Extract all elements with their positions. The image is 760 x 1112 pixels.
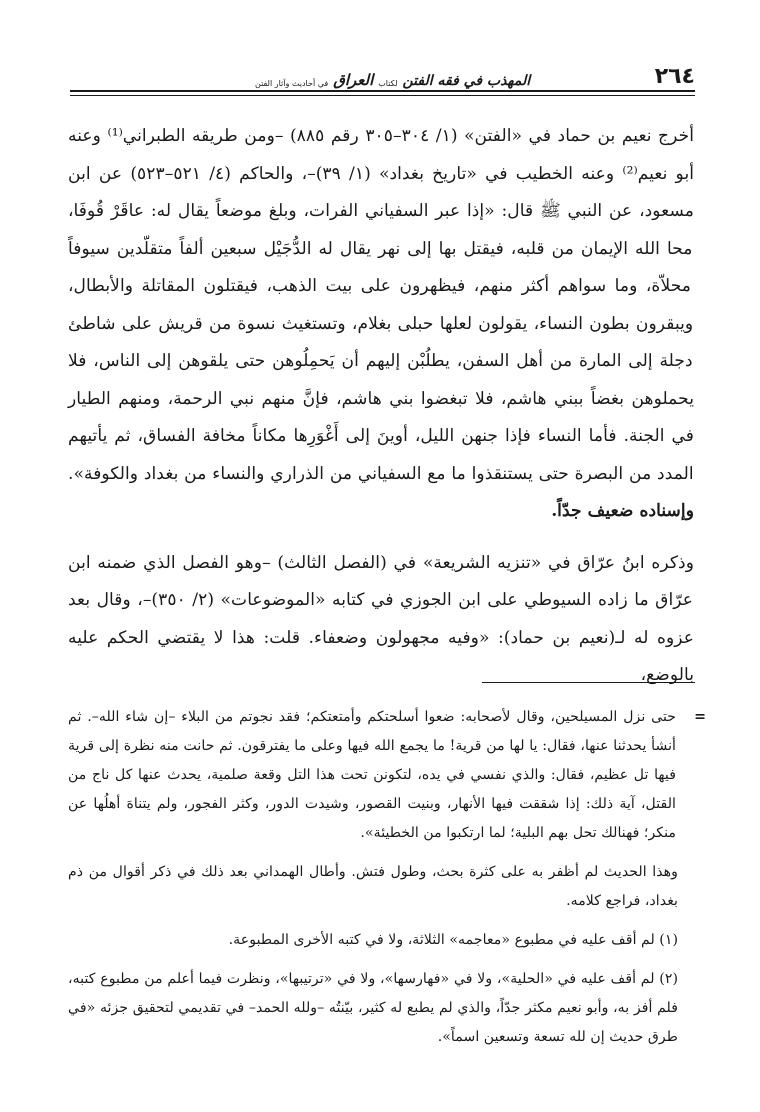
text-line: ويبقرون بطون النساء، يقولون لعلها حبلى بغلام، وتستغيث نسوة من قريش على شاطئ: [68, 313, 694, 334]
text-line: وعنه أبو نعيم⁽²⁾ وعنه الخطيب في «تاريخ بغداد» (١/ ٣٩)–، والحاكم (٤/ ٥٢١–٥٢٣): [68, 126, 694, 184]
text-line: دجلة إلى المارة من أهل السفن، يطلُبْن إليهم أن يَحمِلُوهن حتى يلقوهن إلى الناس، فلا: [68, 351, 693, 371]
text-line: محلاّة، وما سواهم أكثر منهم، فيظهرون على بيت الذهب، فيقتلون المقاتلة والأبطال،: [68, 276, 691, 296]
footnote-line: ثم أنشأ يحدثنا عنها، فقال: يا لها من قرية! ما يجمع الله فيها وعلى ما يفترقون. ثم حانت منه نظرة إلى قرية فيها: [68, 709, 676, 783]
text-line: قُوفَا، محا الله الإيمان من قلبه، فيقتل بها إلى نهر يقال له الدُّجَيْل سبعين ألفاً متقلّدين سيوفاً: [68, 201, 693, 259]
page-number: ٢٦٤: [654, 64, 695, 89]
running-head: [255, 73, 530, 88]
running-title-small: لكتاب: [378, 79, 398, 88]
text-line: وذكره ابنُ عرّاق في «تنزيه الشريعة» في (الفصل الثالث) –وهو الفصل الذي ضمنه: [90, 552, 694, 573]
footnote-line: كتبه، فلم أفز به، وأبو نعيم مكثر جدّاً، والذي لم يطبع له كثير، بيّنتُه –ولله الحمد– في تقديمي لتحقيق جزئه: [68, 971, 678, 1016]
text-line: ابن عرّاق ما زاده السيوطي على ابن الجوزي في كتابه «الموضوعات» (٢/ ٣٥٠)–، وقال بعد: [68, 552, 693, 610]
footnote-separator: [482, 682, 695, 683]
header-rule-thick: [70, 90, 695, 92]
footnote-2: [68, 965, 702, 1052]
text-line: أخرج نعيم بن حماد في «الفتن» (١/ ٣٠٤–٣٠٥ رقم ٨٨٥) –ومن طريقه الطبراني⁽¹⁾: [100, 126, 694, 146]
text-line: يحملوهن بغضاً ببني هاشم، فلا تبغضوا بني هاشم، فإنَّ منهم نبي الرحمة، ومنهم الطيار في: [68, 388, 694, 446]
footnote-line: ذم بغداد، فراجع كلامه.: [68, 864, 678, 909]
header-rule-thin: [70, 95, 695, 96]
footnote-search-remark: [68, 858, 702, 916]
grading-verdict: وإسناده ضعيف جدّاً.: [551, 501, 694, 521]
footnote-1: (١) لم أقف عليه في مطبوع «معاجمه» الثلاثة، ولا في كتبه الأخرى المطبوعة.: [228, 932, 678, 948]
continuation-mark: =: [694, 709, 706, 725]
text-line: عزوه له لـ(نعيم بن حماد): «وفيه مجهولون وضعفاء. قلت: هذا لا يقتضي الحكم عليه بالوضع،: [68, 627, 694, 685]
text-line: البصرة حتى يستنقذوا ما مع السفياني من الذراري والنساء من بغداد والكوفة».: [68, 463, 624, 484]
footnote-line: (٢) لم أقف عليه في «الحلية»، ولا في «فهارسها»، ولا في «ترتيبها»، ونظرت فيما أعلم من مطبوع: [95, 971, 678, 987]
paragraph-hadith: [68, 118, 694, 531]
footnote-line: تل عظيم، فقال: والذي نفسي في يده، لتكونن تحت هذا التل وقعة صلمية، يحدث عنها كل ناج من القتل،: [68, 767, 676, 812]
footnote-line: فهنالك تحل بهم البلية؛ لما ارتكبوا من الخطيئة».: [360, 825, 640, 841]
running-title-main: المهذب في فقه الفتن: [402, 73, 531, 89]
footnote-line: حتى نزل المسيلحين، وقال لأصحابه: ضعوا أسلحتكم وأمتعتكم؛ فقد نجوتم من البلاء –إن شاء الله–.: [81, 709, 676, 725]
footnote-line: وهذا الحديث لم أظفر به على كثرة بحث، وطول فتش. وأطال الهمداني بعد ذلك في ذكر أقوال من: [83, 864, 678, 880]
main-text: [68, 118, 694, 695]
running-title-second: العراق: [333, 71, 374, 89]
text-line: عن ابن مسعود، عن النبي ﷺ قال: «إذا عبر السفياني الفرات، وبلغ موضعاً يقال له: عاقَرْ: [68, 163, 694, 221]
footnote-line: «في طرق حديث إن لله تسعة وتسعين اسماً».: [68, 1000, 678, 1045]
footnote-line: آية ذلك: إذا شققت فيها الأنهار، وبنيت القصور، وشيدت الدور، وكثر الفجور، ولم يتناهَ أهلُها عن منكر؛: [68, 796, 676, 841]
page-header: [255, 52, 695, 88]
text-line: الجنة. فأما النساء فإذا جنهن الليل، أوينَ إلى أَغْوَرِها مكاناً مخافة الفساق، ثم يأتيهم المدد من: [68, 426, 694, 484]
footnotes: [68, 703, 706, 1052]
running-title-tail: في أحاديث وآثار الفتن: [255, 79, 329, 88]
footnote-continuation: [68, 703, 706, 848]
paragraph-ibn-arraq: [68, 545, 694, 695]
